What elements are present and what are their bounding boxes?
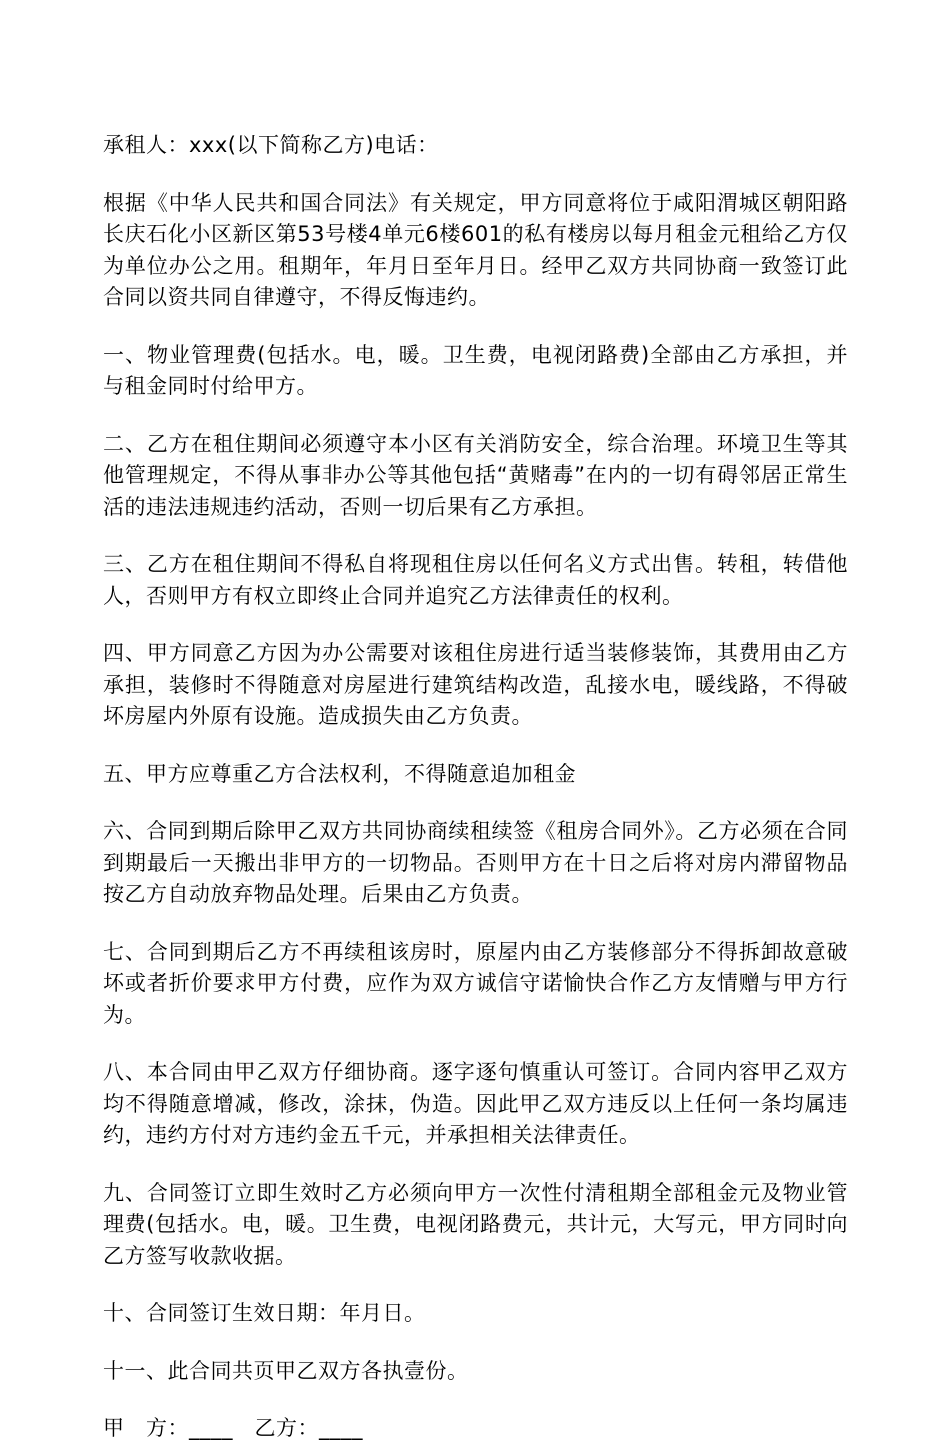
clause-6-expiry: 六、合同到期后除甲乙双方共同协商续租续签《租房合同外》。乙方必须在合同到期最后一天搬出非甲方的一切物品。否则甲方在十日之后将对房内滞留物品按乙方自动放弃物品处理。后果由乙方负责。 <box>103 819 848 906</box>
clause-7-renovation-on-exit: 七、合同到期后乙方不再续租该房时，原屋内由乙方装修部分不得拆卸故意破坏或者折价要求甲方付费，应作为双方诚信守诺愉快合作乙方友情赠与甲方行为。 <box>103 939 848 1027</box>
clause-5-rent-increase: 五、甲方应尊重乙方合法权利，不得随意追加租金 <box>103 761 576 786</box>
clause-11-copies: 十一、此合同共页甲乙双方各执壹份。 <box>103 1358 469 1383</box>
clause-2-community-rules: 二、乙方在租住期间必须遵守本小区有关消防安全，综合治理。环境卫生等其他管理规定，不得从事非办公等其他包括“黄赌毒”在内的一切有碍邻居正常生活的违法违规违约活动，否则一切后果有乙方承担。 <box>103 431 848 519</box>
contract-document <box>103 130 848 1445</box>
signature-line: 甲 方：____ 乙方：____ <box>103 1416 363 1440</box>
clause-10-effective-date: 十、合同签订生效日期：年月日。 <box>103 1301 426 1325</box>
tenant-line: 承租人：xxx(以下简称乙方)电话： <box>103 133 439 157</box>
clause-8-breach: 八、本合同由甲乙双方仔细协商。逐字逐句慎重认可签订。合同内容甲乙双方均不得随意增减，修改，涂抹，伪造。因此甲乙双方违反以上任何一条均属违约，违约方付对方违约金五千元，并承担相关法律责任。 <box>103 1060 848 1147</box>
preamble-paragraph: 根据《中华人民共和国合同法》有关规定，甲方同意将位于咸阳渭城区朝阳路长庆石化小区新区第53号楼4单元6楼601的私有楼房以每月租金元租给乙方仅为单位办公之用。租期年，年月日至年月日。经甲乙双方共同协商一致签订此合同以资共同自律遵守，不得反悔违约。 <box>103 190 848 309</box>
clause-1-property-fees: 一、物业管理费(包括水。电，暖。卫生费，电视闭路费)全部由乙方承担，并与租金同时付给甲方。 <box>103 342 848 398</box>
clause-9-payment: 九、合同签订立即生效时乙方必须向甲方一次性付清租期全部租金元及物业管理费(包括水。电，暖。卫生费，电视闭路费元，共计元，大写元，甲方同时向乙方签写收款收据。 <box>103 1180 848 1268</box>
clause-4-renovation: 四、甲方同意乙方因为办公需要对该租住房进行适当装修装饰，其费用由乙方承担，装修时不得随意对房屋进行建筑结构改造，乱接水电，暖线路，不得破坏房屋内外原有设施。造成损失由乙方负责。 <box>103 641 848 728</box>
clause-3-no-sublet: 三、乙方在租住期间不得私自将现租住房以任何名义方式出售。转租，转借他人，否则甲方有权立即终止合同并追究乙方法律责任的权利。 <box>103 552 848 608</box>
